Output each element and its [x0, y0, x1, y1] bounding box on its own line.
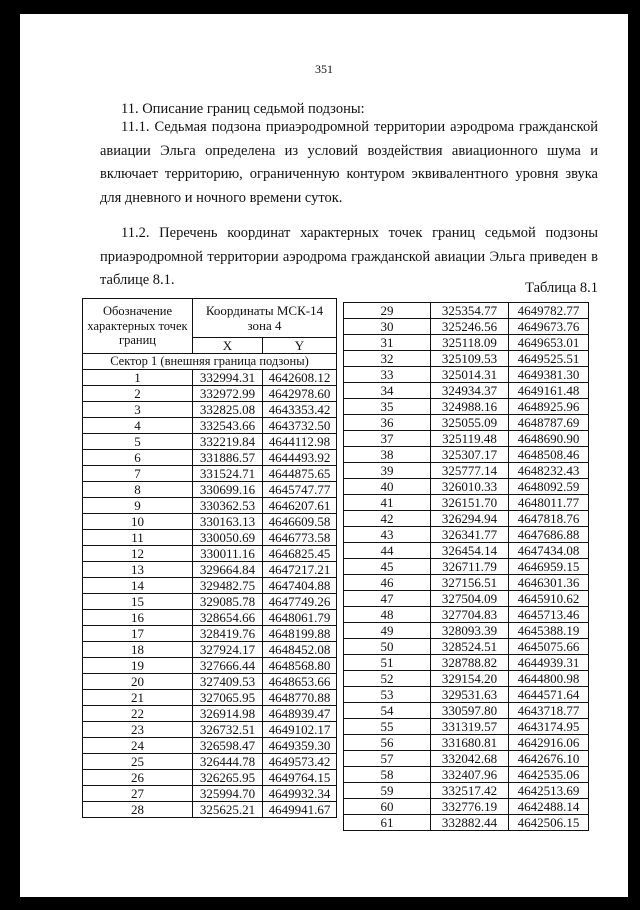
x-coordinate-cell: 331319.57	[431, 719, 509, 735]
point-id-cell: 26	[83, 770, 193, 786]
point-id-cell: 32	[344, 351, 431, 367]
y-coordinate-cell: 4646207.61	[263, 498, 337, 514]
y-coordinate-cell: 4642676.10	[509, 751, 589, 767]
y-coordinate-cell: 4643718.77	[509, 703, 589, 719]
y-coordinate-cell: 4644493.92	[263, 450, 337, 466]
point-id-cell: 58	[344, 767, 431, 783]
y-coordinate-cell: 4649102.17	[263, 722, 337, 738]
x-coordinate-cell: 330050.69	[193, 530, 263, 546]
point-id-cell: 8	[83, 482, 193, 498]
table-row	[83, 578, 337, 594]
table-row	[344, 639, 589, 655]
x-coordinate-cell: 325354.77	[431, 303, 509, 319]
x-coordinate-cell: 332882.44	[431, 815, 509, 831]
table-row	[83, 786, 337, 802]
x-coordinate-cell: 329085.78	[193, 594, 263, 610]
y-coordinate-cell: 4645910.62	[509, 591, 589, 607]
point-id-cell: 56	[344, 735, 431, 751]
y-coordinate-cell: 4645747.77	[263, 482, 337, 498]
table-row	[344, 751, 589, 767]
table-row	[344, 671, 589, 687]
x-coordinate-cell: 325246.56	[431, 319, 509, 335]
point-id-cell: 42	[344, 511, 431, 527]
y-coordinate-cell: 4642608.12	[263, 370, 337, 386]
point-id-cell: 55	[344, 719, 431, 735]
point-id-cell: 49	[344, 623, 431, 639]
page-number: 351	[315, 62, 333, 76]
x-coordinate-cell: 325119.48	[431, 431, 509, 447]
point-id-cell: 61	[344, 815, 431, 831]
y-coordinate-cell: 4646301.36	[509, 575, 589, 591]
x-coordinate-cell: 332543.66	[193, 418, 263, 434]
table-row	[344, 463, 589, 479]
point-id-cell: 34	[344, 383, 431, 399]
x-coordinate-cell: 325055.09	[431, 415, 509, 431]
table-row	[83, 418, 337, 434]
x-coordinate-cell: 332972.99	[193, 386, 263, 402]
header-x: X	[193, 338, 263, 354]
table-row	[344, 783, 589, 799]
x-coordinate-cell: 326341.77	[431, 527, 509, 543]
x-coordinate-cell: 329482.75	[193, 578, 263, 594]
table-row	[344, 559, 589, 575]
table-row	[344, 351, 589, 367]
point-id-cell: 23	[83, 722, 193, 738]
y-coordinate-cell: 4647818.76	[509, 511, 589, 527]
y-coordinate-cell: 4649381.30	[509, 367, 589, 383]
table-row	[344, 687, 589, 703]
x-coordinate-cell: 331680.81	[431, 735, 509, 751]
y-coordinate-cell: 4648770.88	[263, 690, 337, 706]
table-row	[83, 514, 337, 530]
x-coordinate-cell: 327065.95	[193, 690, 263, 706]
point-id-cell: 13	[83, 562, 193, 578]
point-id-cell: 12	[83, 546, 193, 562]
x-coordinate-cell: 325777.14	[431, 463, 509, 479]
y-coordinate-cell: 4645388.19	[509, 623, 589, 639]
paragraph-11-1: 11.1. Седьмая подзона приаэродромной территории аэродрома гражданской авиации Эльга определена из условий воздействия авиационного шума и включает территорию, ограниченную контуром эквивалентного уровня звука для дневного и ночного времени суток.	[100, 119, 598, 206]
y-coordinate-cell: 4644800.98	[509, 671, 589, 687]
point-id-cell: 3	[83, 402, 193, 418]
table-row	[344, 479, 589, 495]
x-coordinate-cell: 325307.17	[431, 447, 509, 463]
x-coordinate-cell: 327409.53	[193, 674, 263, 690]
point-id-cell: 37	[344, 431, 431, 447]
y-coordinate-cell: 4648653.66	[263, 674, 337, 690]
table-row	[344, 431, 589, 447]
point-id-cell: 16	[83, 610, 193, 626]
y-coordinate-cell: 4649782.77	[509, 303, 589, 319]
point-id-cell: 1	[83, 370, 193, 386]
table-row	[83, 386, 337, 402]
y-coordinate-cell: 4644939.31	[509, 655, 589, 671]
point-id-cell: 36	[344, 415, 431, 431]
y-coordinate-cell: 4647686.88	[509, 527, 589, 543]
point-id-cell: 18	[83, 642, 193, 658]
y-coordinate-cell: 4649932.34	[263, 786, 337, 802]
point-id-cell: 41	[344, 495, 431, 511]
y-coordinate-cell: 4648092.59	[509, 479, 589, 495]
y-coordinate-cell: 4645075.66	[509, 639, 589, 655]
table-row	[83, 562, 337, 578]
x-coordinate-cell: 329154.20	[431, 671, 509, 687]
table-row	[83, 754, 337, 770]
y-coordinate-cell: 4648061.79	[263, 610, 337, 626]
x-coordinate-cell: 330362.53	[193, 498, 263, 514]
x-coordinate-cell: 331886.57	[193, 450, 263, 466]
x-coordinate-cell: 326914.98	[193, 706, 263, 722]
point-id-cell: 47	[344, 591, 431, 607]
y-coordinate-cell: 4646959.15	[509, 559, 589, 575]
y-coordinate-cell: 4648925.96	[509, 399, 589, 415]
point-id-cell: 44	[344, 543, 431, 559]
point-id-cell: 24	[83, 738, 193, 754]
y-coordinate-cell: 4642506.15	[509, 815, 589, 831]
x-coordinate-cell: 326454.14	[431, 543, 509, 559]
table-row	[344, 447, 589, 463]
x-coordinate-cell: 326711.79	[431, 559, 509, 575]
table-row	[344, 799, 589, 815]
point-id-cell: 35	[344, 399, 431, 415]
point-id-cell: 10	[83, 514, 193, 530]
table-row	[344, 495, 589, 511]
y-coordinate-cell: 4646773.58	[263, 530, 337, 546]
x-coordinate-cell: 328788.82	[431, 655, 509, 671]
x-coordinate-cell: 332825.08	[193, 402, 263, 418]
y-coordinate-cell: 4649161.48	[509, 383, 589, 399]
table-row	[83, 546, 337, 562]
header-coords: Координаты МСК-14 зона 4	[193, 299, 337, 338]
table-row	[83, 674, 337, 690]
point-id-cell: 28	[83, 802, 193, 818]
table-row	[344, 367, 589, 383]
x-coordinate-cell: 326598.47	[193, 738, 263, 754]
y-coordinate-cell: 4643732.50	[263, 418, 337, 434]
x-coordinate-cell: 330011.16	[193, 546, 263, 562]
table-row	[344, 703, 589, 719]
x-coordinate-cell: 330699.16	[193, 482, 263, 498]
table-row	[344, 527, 589, 543]
y-coordinate-cell: 4649573.42	[263, 754, 337, 770]
table-row	[83, 690, 337, 706]
coordinates-table-right	[343, 302, 589, 831]
table-row	[83, 498, 337, 514]
table-row	[344, 543, 589, 559]
point-id-cell: 59	[344, 783, 431, 799]
table-row	[344, 815, 589, 831]
x-coordinate-cell: 325625.21	[193, 802, 263, 818]
point-id-cell: 4	[83, 418, 193, 434]
table-row	[83, 738, 337, 754]
point-id-cell: 15	[83, 594, 193, 610]
table-row	[344, 399, 589, 415]
y-coordinate-cell: 4648690.90	[509, 431, 589, 447]
y-coordinate-cell: 4648787.69	[509, 415, 589, 431]
x-coordinate-cell: 332517.42	[431, 783, 509, 799]
x-coordinate-cell: 326265.95	[193, 770, 263, 786]
table-row	[83, 434, 337, 450]
table-row	[344, 767, 589, 783]
coordinates-table-left	[82, 298, 337, 818]
x-coordinate-cell: 324934.37	[431, 383, 509, 399]
table-row	[344, 383, 589, 399]
x-coordinate-cell: 325014.31	[431, 367, 509, 383]
y-coordinate-cell: 4648011.77	[509, 495, 589, 511]
point-id-cell: 11	[83, 530, 193, 546]
point-id-cell: 21	[83, 690, 193, 706]
point-id-cell: 31	[344, 335, 431, 351]
point-id-cell: 52	[344, 671, 431, 687]
point-id-cell: 51	[344, 655, 431, 671]
x-coordinate-cell: 325118.09	[431, 335, 509, 351]
x-coordinate-cell: 326732.51	[193, 722, 263, 738]
y-coordinate-cell: 4646825.45	[263, 546, 337, 562]
table-row	[83, 610, 337, 626]
y-coordinate-cell: 4648452.08	[263, 642, 337, 658]
x-coordinate-cell: 328093.39	[431, 623, 509, 639]
y-coordinate-cell: 4642488.14	[509, 799, 589, 815]
y-coordinate-cell: 4648508.46	[509, 447, 589, 463]
x-coordinate-cell: 329664.84	[193, 562, 263, 578]
point-id-cell: 29	[344, 303, 431, 319]
point-id-cell: 39	[344, 463, 431, 479]
table-row	[83, 722, 337, 738]
y-coordinate-cell: 4647434.08	[509, 543, 589, 559]
point-id-cell: 38	[344, 447, 431, 463]
y-coordinate-cell: 4649673.76	[509, 319, 589, 335]
table-row	[344, 303, 589, 319]
table-caption: Таблица 8.1	[525, 280, 598, 296]
table-row	[83, 402, 337, 418]
point-id-cell: 57	[344, 751, 431, 767]
table-row	[83, 482, 337, 498]
x-coordinate-cell: 332776.19	[431, 799, 509, 815]
table-row	[83, 802, 337, 818]
x-coordinate-cell: 330597.80	[431, 703, 509, 719]
y-coordinate-cell: 4649653.01	[509, 335, 589, 351]
point-id-cell: 33	[344, 367, 431, 383]
x-coordinate-cell: 330163.13	[193, 514, 263, 530]
table-row	[344, 591, 589, 607]
y-coordinate-cell: 4643353.42	[263, 402, 337, 418]
table-row	[83, 626, 337, 642]
table-row	[83, 642, 337, 658]
y-coordinate-cell: 4648568.80	[263, 658, 337, 674]
sector-row: Сектор 1 (внешняя граница подзоны)	[83, 354, 337, 370]
document-page	[20, 14, 628, 897]
x-coordinate-cell: 332042.68	[431, 751, 509, 767]
point-id-cell: 27	[83, 786, 193, 802]
y-coordinate-cell: 4643174.95	[509, 719, 589, 735]
x-coordinate-cell: 326444.78	[193, 754, 263, 770]
table-row	[83, 370, 337, 386]
y-coordinate-cell: 4647217.21	[263, 562, 337, 578]
paragraph-11-2: 11.2. Перечень координат характерных точек границ седьмой подзоны приаэродромной территории аэродрома гражданской авиации Эльга приведен в таблице 8.1.	[100, 225, 598, 288]
x-coordinate-cell: 326010.33	[431, 479, 509, 495]
point-id-cell: 7	[83, 466, 193, 482]
x-coordinate-cell: 332219.84	[193, 434, 263, 450]
x-coordinate-cell: 324988.16	[431, 399, 509, 415]
x-coordinate-cell: 327924.17	[193, 642, 263, 658]
y-coordinate-cell: 4647749.26	[263, 594, 337, 610]
point-id-cell: 2	[83, 386, 193, 402]
y-coordinate-cell: 4644571.64	[509, 687, 589, 703]
y-coordinate-cell: 4644112.98	[263, 434, 337, 450]
y-coordinate-cell: 4642978.60	[263, 386, 337, 402]
point-id-cell: 45	[344, 559, 431, 575]
x-coordinate-cell: 327504.09	[431, 591, 509, 607]
x-coordinate-cell: 328654.66	[193, 610, 263, 626]
table-row	[83, 706, 337, 722]
table-row	[83, 530, 337, 546]
table-row	[83, 594, 337, 610]
y-coordinate-cell: 4648939.47	[263, 706, 337, 722]
y-coordinate-cell: 4647404.88	[263, 578, 337, 594]
point-id-cell: 54	[344, 703, 431, 719]
table-row	[344, 511, 589, 527]
y-coordinate-cell: 4642535.06	[509, 767, 589, 783]
table-row	[83, 658, 337, 674]
y-coordinate-cell: 4648232.43	[509, 463, 589, 479]
x-coordinate-cell: 328419.76	[193, 626, 263, 642]
y-coordinate-cell: 4644875.65	[263, 466, 337, 482]
x-coordinate-cell: 327156.51	[431, 575, 509, 591]
point-id-cell: 17	[83, 626, 193, 642]
point-id-cell: 9	[83, 498, 193, 514]
point-id-cell: 48	[344, 607, 431, 623]
point-id-cell: 53	[344, 687, 431, 703]
section-heading: 11. Описание границ седьмой подзоны:	[121, 101, 365, 117]
point-id-cell: 22	[83, 706, 193, 722]
x-coordinate-cell: 326151.70	[431, 495, 509, 511]
y-coordinate-cell: 4645713.46	[509, 607, 589, 623]
x-coordinate-cell: 326294.94	[431, 511, 509, 527]
table-row	[344, 655, 589, 671]
point-id-cell: 40	[344, 479, 431, 495]
point-id-cell: 6	[83, 450, 193, 466]
y-coordinate-cell: 4646609.58	[263, 514, 337, 530]
header-y: Y	[263, 338, 337, 354]
table-row	[344, 575, 589, 591]
point-id-cell: 30	[344, 319, 431, 335]
point-id-cell: 25	[83, 754, 193, 770]
x-coordinate-cell: 329531.63	[431, 687, 509, 703]
point-id-cell: 5	[83, 434, 193, 450]
y-coordinate-cell: 4648199.88	[263, 626, 337, 642]
x-coordinate-cell: 328524.51	[431, 639, 509, 655]
y-coordinate-cell: 4649525.51	[509, 351, 589, 367]
table-row	[344, 415, 589, 431]
x-coordinate-cell: 332407.96	[431, 767, 509, 783]
table-row	[344, 719, 589, 735]
point-id-cell: 60	[344, 799, 431, 815]
x-coordinate-cell: 331524.71	[193, 466, 263, 482]
y-coordinate-cell: 4649764.15	[263, 770, 337, 786]
table-row	[344, 319, 589, 335]
y-coordinate-cell: 4649359.30	[263, 738, 337, 754]
x-coordinate-cell: 327666.44	[193, 658, 263, 674]
x-coordinate-cell: 327704.83	[431, 607, 509, 623]
header-point: Обозначение характерных точек границ	[83, 299, 193, 354]
table-row	[83, 450, 337, 466]
table-row	[344, 623, 589, 639]
table-row	[83, 466, 337, 482]
point-id-cell: 43	[344, 527, 431, 543]
table-row	[344, 607, 589, 623]
x-coordinate-cell: 325994.70	[193, 786, 263, 802]
y-coordinate-cell: 4642513.69	[509, 783, 589, 799]
table-row	[344, 735, 589, 751]
point-id-cell: 19	[83, 658, 193, 674]
y-coordinate-cell: 4649941.67	[263, 802, 337, 818]
point-id-cell: 46	[344, 575, 431, 591]
x-coordinate-cell: 332994.31	[193, 370, 263, 386]
x-coordinate-cell: 325109.53	[431, 351, 509, 367]
table-row	[83, 770, 337, 786]
point-id-cell: 50	[344, 639, 431, 655]
table-row	[344, 335, 589, 351]
point-id-cell: 20	[83, 674, 193, 690]
point-id-cell: 14	[83, 578, 193, 594]
y-coordinate-cell: 4642916.06	[509, 735, 589, 751]
